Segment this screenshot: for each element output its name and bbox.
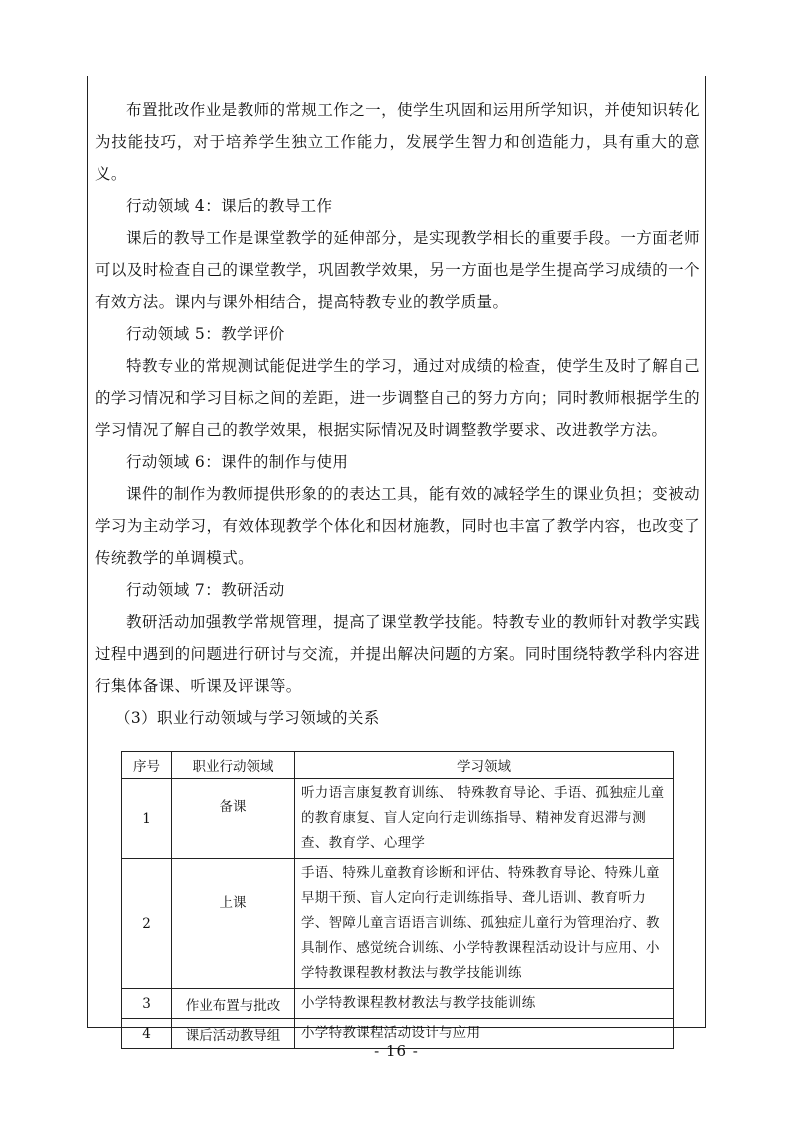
table-row — [122, 779, 674, 859]
row-number: 1 — [122, 779, 172, 859]
row-study-field: 听力语言康复教育训练、 特殊教育导论、手语、孤独症儿童的教育康复、盲人定向行走训练指导、精神发育迟滞与测查、教育学、心理学 — [295, 779, 674, 859]
heading-domain-4: 行动领域 4：课后的教导工作 — [126, 197, 333, 215]
row-action-field: 备课 — [172, 779, 295, 859]
row-number: 2 — [122, 859, 172, 989]
row-number: 4 — [122, 1019, 172, 1049]
header-action-field: 职业行动领域 — [172, 752, 295, 779]
row-action-field: 上课 — [172, 859, 295, 989]
heading-domain-7: 行动领域 7：教研活动 — [126, 581, 285, 599]
header-study-field: 学习领域 — [295, 752, 674, 779]
row-study-field: 小学特教课程教材教法与教学技能训练 — [295, 989, 674, 1019]
table-row — [122, 859, 674, 989]
header-number: 序号 — [122, 752, 172, 779]
paragraph-homework: 布置批改作业是教师的常规工作之一，使学生巩固和运用所学知识，并使知识转化为技能技巧，对于培养学生独立工作能力，发展学生智力和创造能力，具有重大的意义。 — [95, 101, 700, 183]
heading-domain-6: 行动领域 6：课件的制作与使用 — [126, 453, 349, 471]
table-row — [122, 989, 674, 1019]
row-number: 3 — [122, 989, 172, 1019]
row-action-field: 作业布置与批改 — [172, 989, 295, 1019]
row-study-field: 手语、特殊儿童教育诊断和评估、特殊教育导论、特殊儿童早期干预、盲人定向行走训练指导、聋儿语训、教育听力学、智障儿童言语语言训练、孤独症儿童行为管理治疗、教具制作、感觉统合训练、小学特教课程活动设计与应用、小学特教课程教材教法与教学技能训练 — [295, 859, 674, 989]
section-subheading: （3）职业行动领域与学习领域的关系 — [115, 709, 380, 727]
document-body — [95, 94, 700, 734]
heading-domain-5: 行动领域 5：教学评价 — [126, 325, 285, 343]
relation-table — [121, 751, 674, 1049]
row-action-field: 课后活动教导组 — [172, 1019, 295, 1049]
paragraph-research: 教研活动加强教学常规管理，提高了课堂教学技能。特教专业的教师针对教学实践过程中遇到的问题进行研讨与交流，并提出解决问题的方案。同时围绕特教学科内容进行集体备课、听课及评课等。 — [95, 613, 700, 695]
paragraph-evaluation: 特教专业的常规测试能促进学生的学习，通过对成绩的检查，使学生及时了解自己的学习情况和学习目标之间的差距，进一步调整自己的努力方向；同时教师根据学生的学习情况了解自己的教学效果，根据实际情况及时调整教学要求、改进教学方法。 — [95, 357, 700, 439]
paragraph-courseware: 课件的制作为教师提供形象的的表达工具，能有效的减轻学生的课业负担；变被动学习为主动学习，有效体现教学个体化和因材施教，同时也丰富了教学内容，也改变了传统教学的单调模式。 — [95, 485, 700, 567]
row-study-field: 小学特教课程活动设计与应用 — [295, 1019, 674, 1049]
table-header-row — [122, 752, 674, 779]
paragraph-after-class: 课后的教导工作是课堂教学的延伸部分，是实现教学相长的重要手段。一方面老师可以及时检查自己的课堂教学，巩固教学效果，另一方面也是学生提高学习成绩的一个有效方法。课内与课外相结合，提高特教专业的教学质量。 — [95, 229, 700, 311]
page-number: - 16 - — [374, 1042, 419, 1060]
